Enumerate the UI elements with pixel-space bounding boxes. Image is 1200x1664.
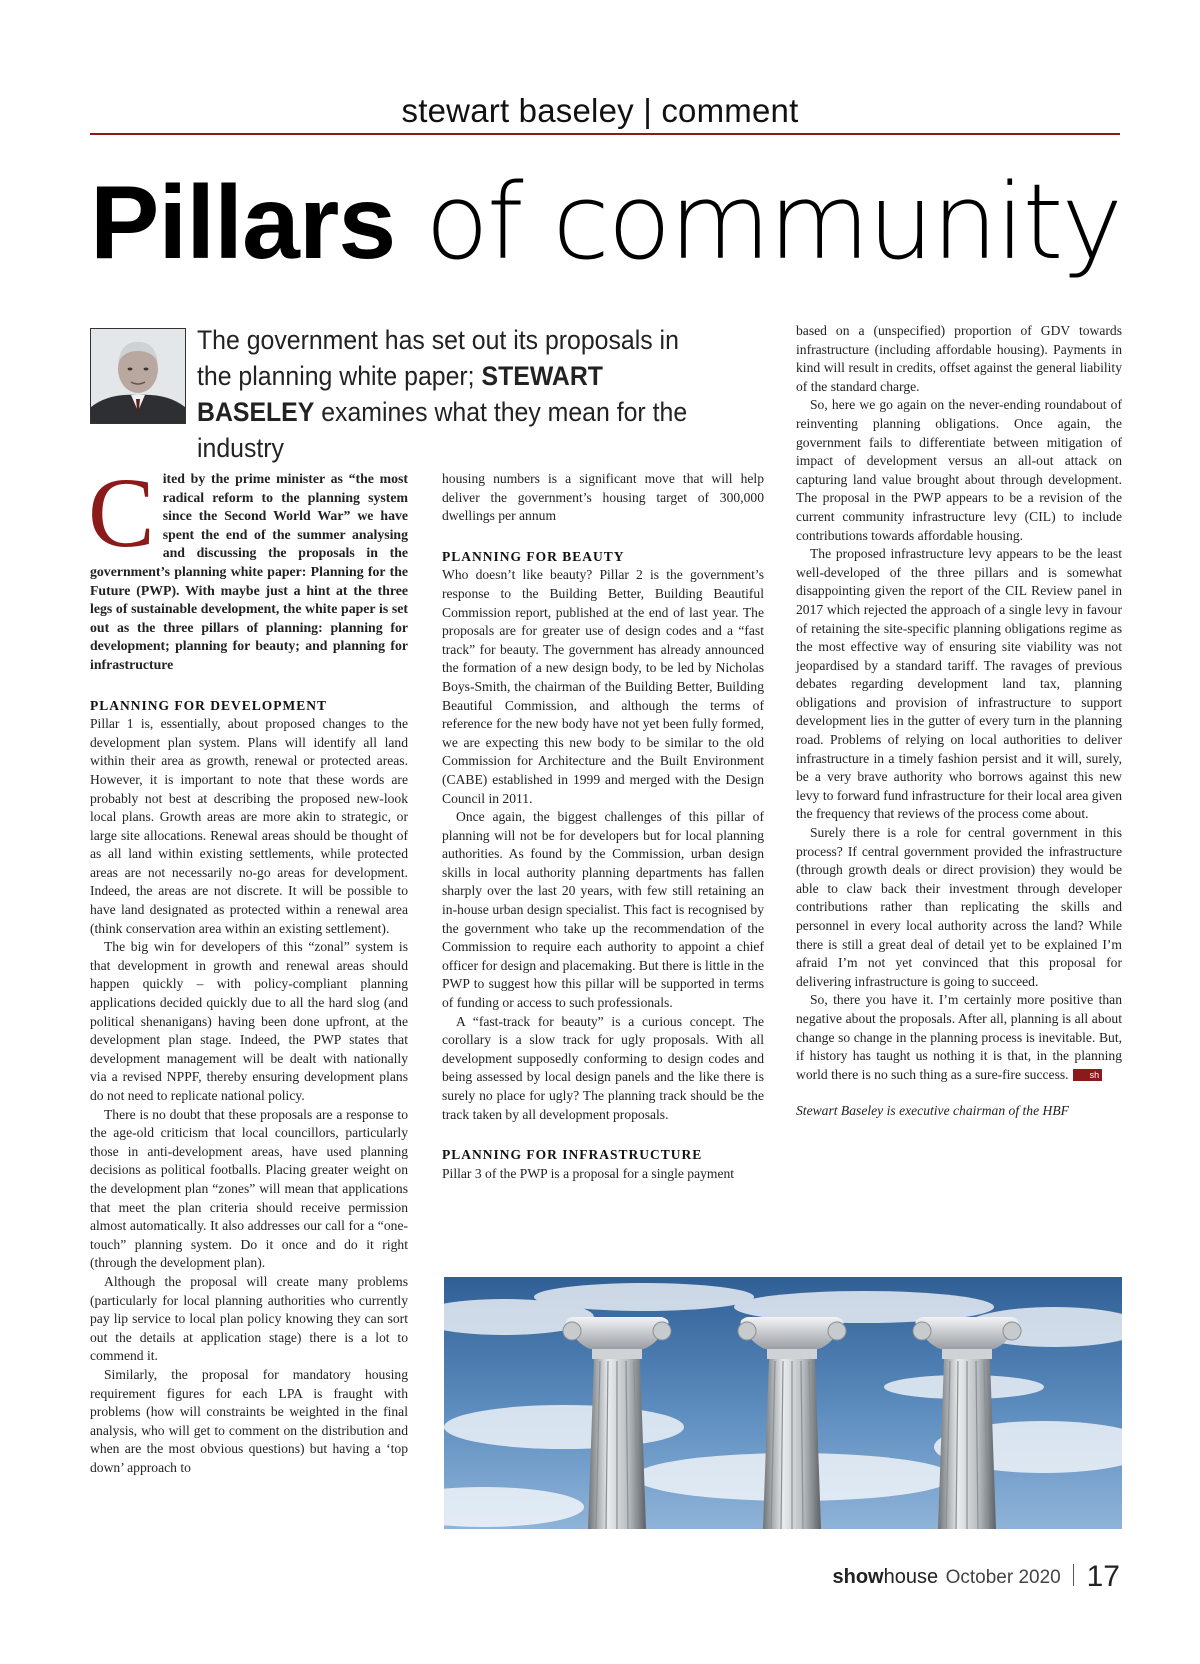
end-mark: sh [1073,1069,1103,1081]
paragraph: The proposed infrastructure levy appears to be the least well-developed of the three pillars and is somewhat disappointing given the report of the CIL Review panel in 2017 which rejected the approach of a single levy in favour of retaining the site-specific planning obligations regime as the most effective way of ensuring site viability was not jeopardised by a standard tariff. The ravages of previous debates regarding development land tax, planning obligations and provision of infrastructure to support development lies in the gutter of every turn in the planning road. Problems of relying on local authorities to deliver infrastructure in a timely fashion persist and it will, surely, be a very brave authority who borrows against this new levy to forward fund infrastructure for their local area given the frequency that reviews of the process come about. [796,546,1122,822]
paragraph-text: So, there you have it. I’m certainly more positive than negative about the proposals. After all, planning is all about change so change in the planning process is inevitable. But, if history has taught us nothing it is that, in the planning world there is no such thing as a sure-fire success. [796,992,1122,1082]
page-number: 17 [1086,1560,1120,1593]
issue-date: October 2020 [945,1567,1061,1588]
section-header: stewart baseley | comment [401,92,799,129]
paragraph: Pillar 1 is, essentially, about proposed changes to the development plan system. Plans will identify all land within their area as growth, renewal or protected areas. However, it is important to note that these words are probably not best at describing the proposed new-look local plans. Growth areas are more akin to strategic, or large site allocations. Renewal areas should be thought of as all land within existing settlements, while protected areas are not necessarily no-go areas for development. Indeed, the areas are not discrete. It will be possible to have land designated as protected within a renewal area (think conservation area within an existing settlement). [90,716,408,936]
paragraph: Pillar 3 of the PWP is a proposal for a single payment [442,1165,735,1181]
page-footer [833,1560,1121,1594]
paragraph: Although the proposal will create many problems (particularly for local planning authorities who currently pay lip service to local plan policy knowing they can sort out the details at application stage) there is a lot to commend it. [90,1273,408,1364]
subhead-beauty: PLANNING FOR BEAUTY [442,548,625,564]
lead-paragraph: ited by the prime minister as “the most radical reform to the planning system since the Second World War” we have spent the end of the summer analysing and discussing the proposals in the government’s planning white paper: Planning for the Future (PWP). With maybe just a hint at the three legs of sustainable development, the white paper is set out as the three pillars of planning: planning for development; planning for beauty; and planning for infrastructure [90,471,408,672]
article-column-1 [88,457,408,1477]
standfirst-text-end: examines what they mean for the industry [197,397,688,463]
magazine-brand-bold: show [832,1566,884,1588]
paragraph: Similarly, the proposal for mandatory housing requirement figures for each LPA is fraught with problems (how will constraints be weighted in the final analysis, who will get to comment on the distribution and when are the most obvious questions) but having a ‘top down’ approach to [90,1366,408,1475]
subhead-development: PLANNING FOR DEVELOPMENT [90,697,328,713]
standfirst [197,322,712,466]
paragraph: The big win for developers of this “zonal” system is that development in growth and renewal areas should happen quickly – with policy-compliant planning applications decided quickly due to all the hard slog (and political shenanigans) having been done upfront, at the development plan stage. Indeed, the PWP states that development management will be dealt with nationally via a revised NPPF, thereby ensuring development plans do not need to replicate national policy. [90,939,408,1103]
pillars-photo [444,1277,1122,1529]
standfirst-author: STEWART BASELEY [197,361,603,427]
author-portrait [90,328,186,424]
paragraph [796,991,1122,1084]
paragraph: Surely there is a role for central government in this process? If central government provided the infrastructure (through growth deals or direct provision) they would be able to claw back their investment through developer contributions rather than replicating the skills and personnel in every local authority across the land? While there is still a great deal of detail yet to be explained I’m afraid I’m not yet convinced that this proposal for delivering infrastructure is going to succeed. [796,825,1122,989]
author-byline: Stewart Baseley is executive chairman of the HBF [796,1103,1069,1119]
headline-light: of community [425,161,1121,283]
paragraph: Who doesn’t like beauty? Pillar 2 is the government’s response to the Building Better, Building Beautiful Commission report, published at the end of last year. The proposals are for greater use of design codes and a “fast track” for beauty. The government has already announced the formation of a new design body, to be led by Nicholas Boys-Smith, the chairman of the Building Better, Building Beautiful Commission, and although the terms of reference for the new body have not yet been fully formed, we are expecting this new body to be similar to the old Commission for Architecture and the Built Environment (CABE) established in 1999 and merged with the Design Council in 2011. [442,567,764,806]
section-divider [90,133,1120,135]
article-column-2 [442,470,764,1183]
paragraph: housing numbers is a significant move that will help deliver the government’s housing target of 300,000 dwellings per annum [442,471,764,524]
paragraph: Once again, the biggest challenges of this pillar of planning will not be for developers but for local planning authorities. As found by the Commission, urban design skills in local authority planning departments has fallen sharply over the last 20 years, with few still retaining an in-house urban design specialist. This fact is recognised by the government who take up the recommendation of the Commission to require each authority to appoint a chief officer for design and placemaking. But there is little in the PWP to suggest how this pillar will be supported in terms of funding or access to such professionals. [442,809,764,1011]
paragraph: There is no doubt that these proposals are a response to the age-old criticism that local councillors, particularly those in anti-development areas, have used planning decisions as political footballs. Placing greater weight on the development plan “zones” will mean that applications that meet the plan criteria should receive permission almost automatically. It also addresses our call for a “one-touch” planning system. Do it once and do it right (through the development plan). [90,1106,408,1271]
paragraph: based on a (unspecified) proportion of GDV towards infrastructure (including affordable housing). Payments in kind will result in credits, offset against the general liability of the standard charge. [796,323,1122,394]
article-column-3 [796,322,1122,1121]
paragraph: So, here we go again on the never-ending roundabout of reinventing planning obligations. Once again, the government fails to differentiate between mitigation of impact of development versus an all-out attack on capturing land value brought about through development. The proposal in the PWP appears to be a revision of the current community infrastructure levy (CIL) to include contributions towards affordable housing. [796,397,1122,543]
magazine-brand-light: house [883,1566,939,1588]
headline [90,161,1121,283]
subhead-infrastructure: PLANNING FOR INFRASTRUCTURE [442,1147,703,1163]
standfirst-text: The government has set out its proposals in the planning white paper; [197,325,679,391]
footer-divider [1073,1564,1074,1586]
drop-cap: C [88,457,155,568]
headline-bold: Pillars [90,165,396,281]
paragraph: A “fast-track for beauty” is a curious concept. The corollary is a slow track for ugly proposals. With all development supposedly conforming to design codes and being assessed by local design panels and the like there is surely no place for ugly? The planning track should be the track taken by all development proposals. [442,1013,764,1122]
